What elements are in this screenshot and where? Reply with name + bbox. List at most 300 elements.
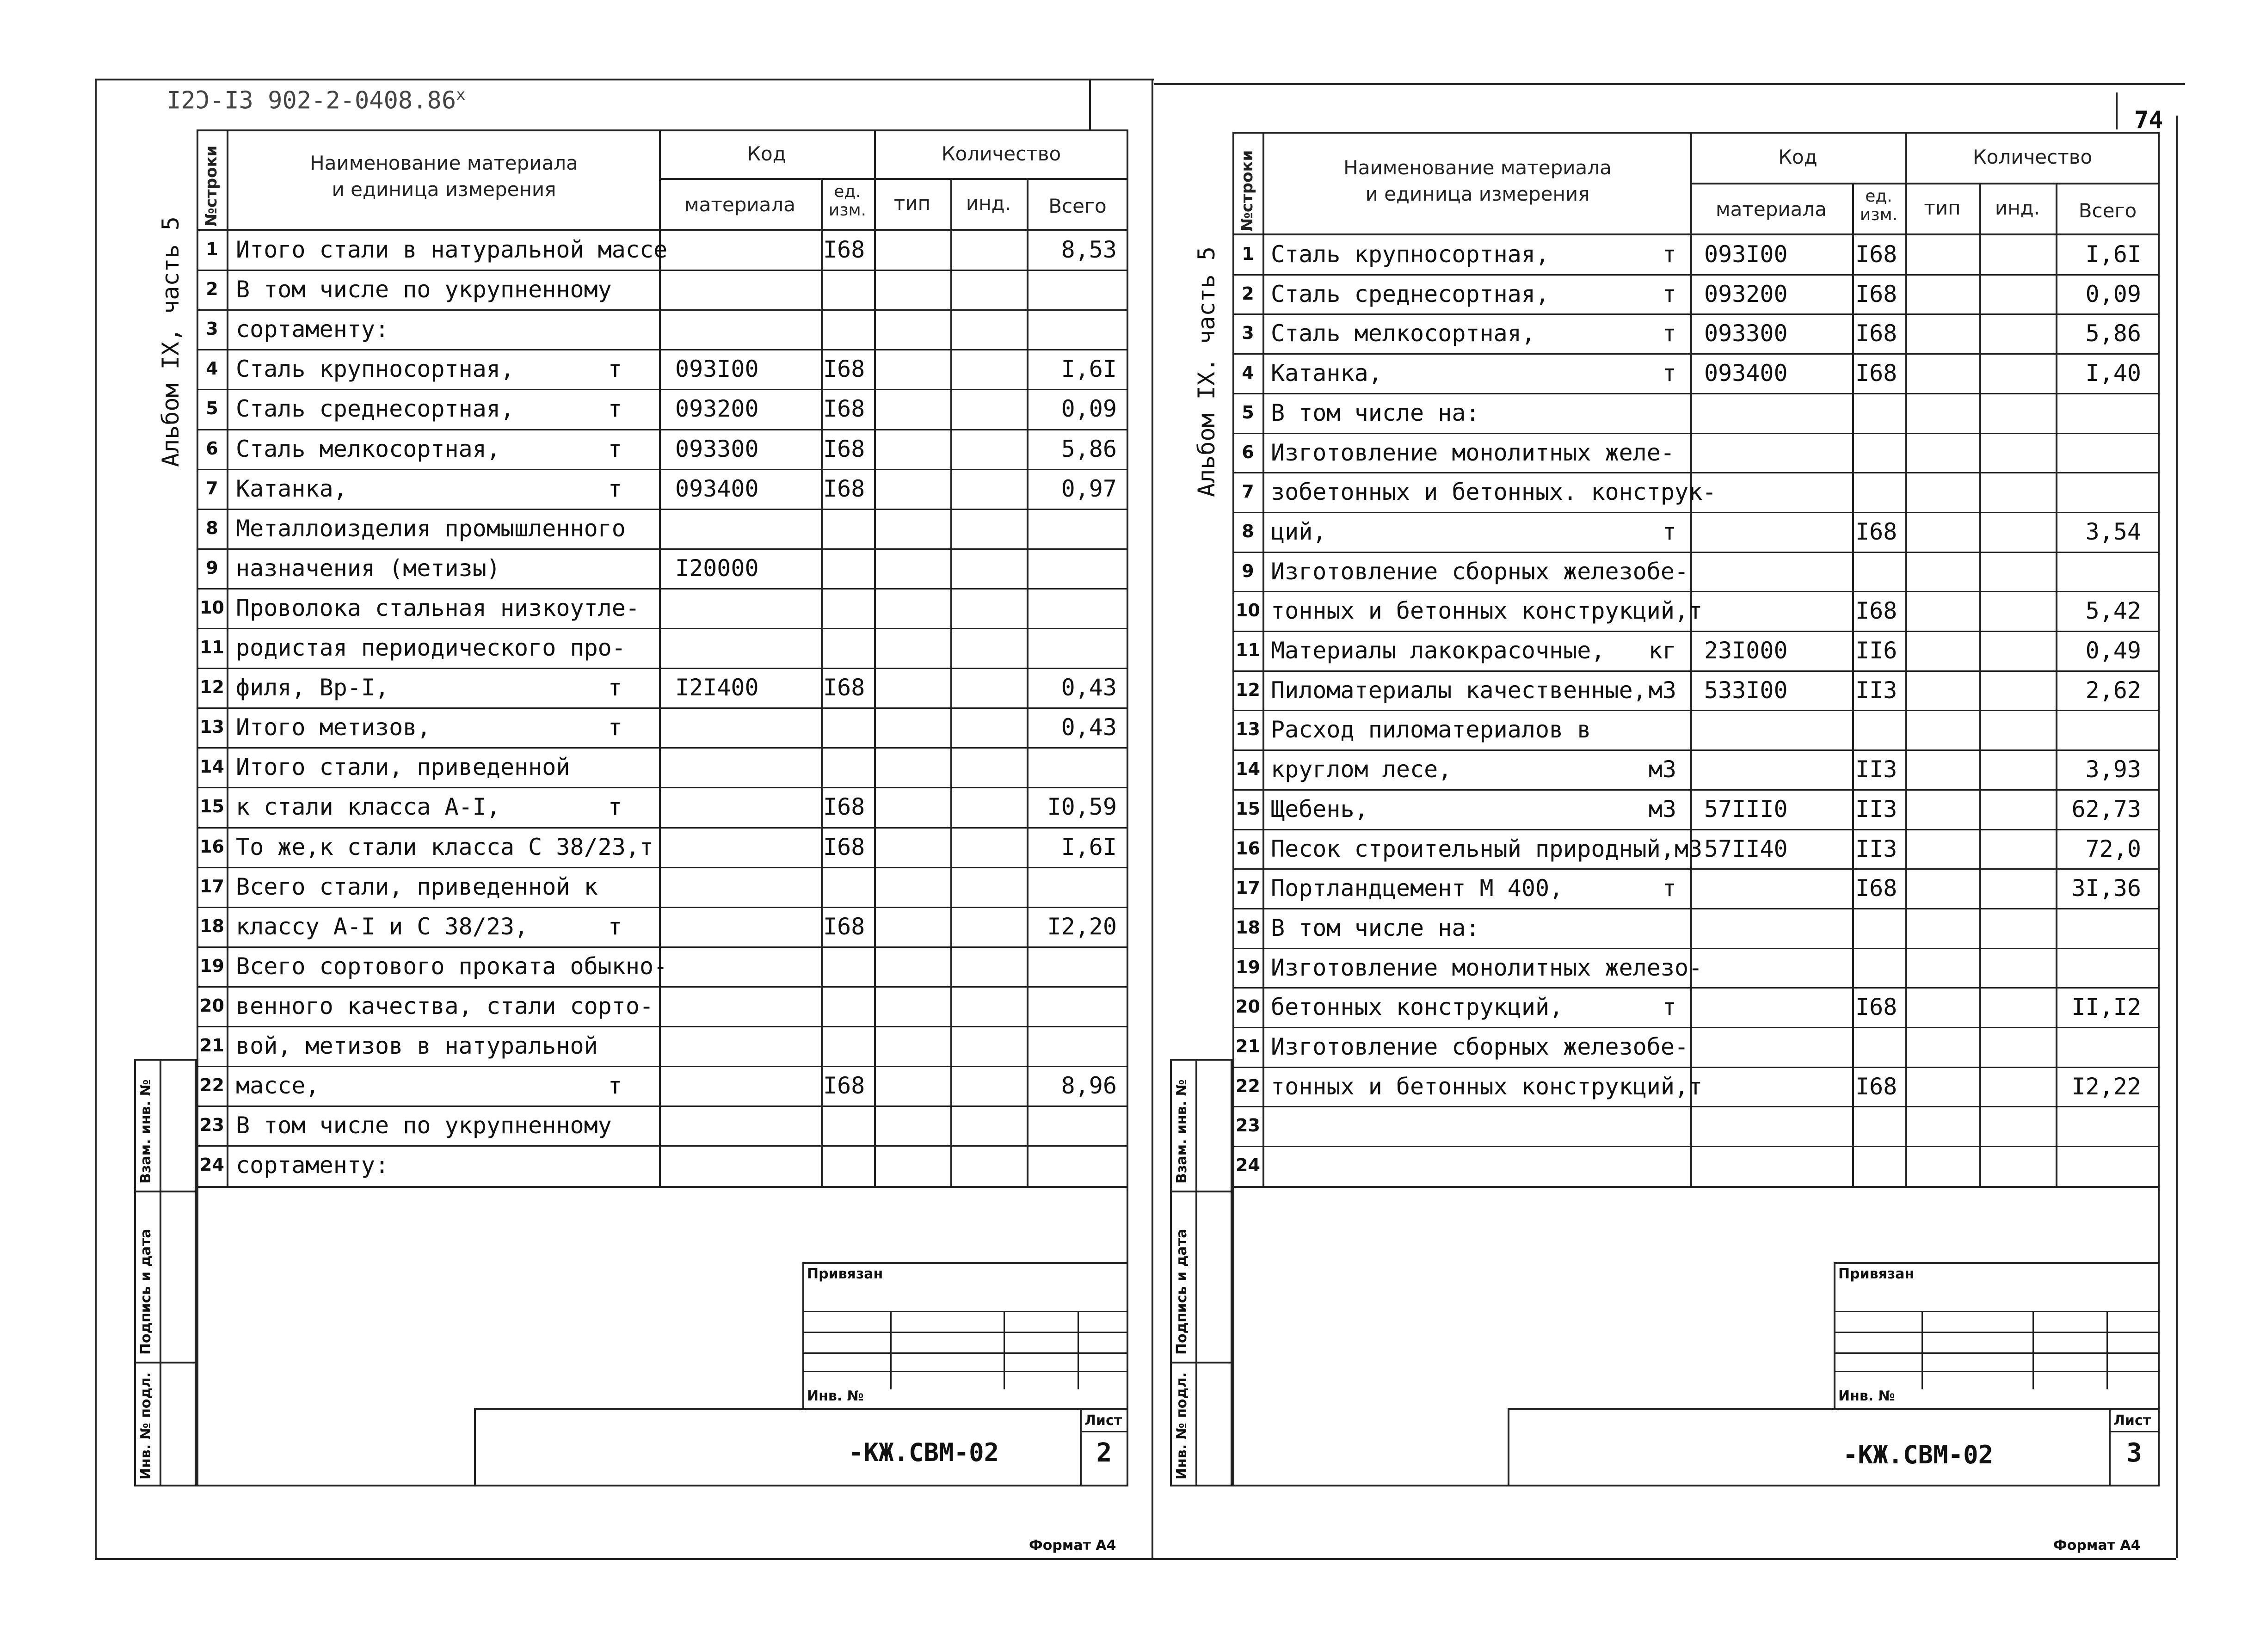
row-separator (197, 270, 1127, 271)
right-col-code (1852, 183, 1854, 1186)
total-quantity: I0,59 (1047, 793, 1117, 821)
right-stamp-g4 (1834, 1371, 2160, 1372)
material-name: Итого метизов, (236, 714, 431, 741)
left-stamp-g2 (802, 1332, 1128, 1333)
row-separator (1233, 1067, 2159, 1068)
unit-of-measure: м3 (1648, 676, 1676, 704)
row-number: 19 (200, 955, 224, 976)
unit-code: I68 (823, 913, 865, 940)
material-name: бетонных конструкций, (1271, 994, 1564, 1021)
material-code: 093400 (1704, 360, 1788, 387)
right-side-stamp-h1 (1170, 1191, 1232, 1192)
left-list-label: Лист (1084, 1412, 1122, 1429)
right-header-qty-total: Всего (2078, 199, 2137, 222)
row-separator (197, 707, 1127, 709)
row-number: 10 (1236, 600, 1260, 621)
left-side-stamp-h2 (134, 1362, 197, 1363)
left-inv-podl-label: Инв. № подл. (138, 1372, 154, 1480)
total-quantity: 5,42 (2085, 597, 2141, 625)
total-quantity: 62,73 (2071, 795, 2141, 823)
right-header-subline (1690, 183, 2160, 184)
unit-of-measure: т (608, 674, 622, 701)
unit-code: I68 (823, 833, 865, 860)
row-number: 24 (1236, 1155, 1260, 1176)
left-title-box-divider (1089, 79, 1091, 129)
material-name: тонных и бетонных конструкций,т (1271, 1073, 1703, 1100)
row-separator (197, 946, 1127, 948)
material-name: тонных и бетонных конструкций,т (1271, 597, 1703, 625)
right-stamp-g1 (1834, 1311, 2160, 1312)
material-name: Щебень, (1271, 795, 1368, 823)
material-name: вой, метизов в натуральной (236, 1032, 598, 1059)
document-reference (166, 86, 466, 114)
unit-of-measure: т (1662, 360, 1676, 387)
material-name: Катанка, (236, 475, 347, 502)
total-quantity: 3I,36 (2071, 875, 2141, 902)
unit-of-measure: т (608, 714, 622, 741)
row-number: 2 (206, 279, 218, 300)
right-col-ind (2056, 183, 2057, 1186)
right-vzam-label: Взам. инв. № (1174, 1079, 1190, 1184)
row-number: 3 (1242, 323, 1254, 344)
material-name: Сталь мелкосортная, (236, 435, 500, 462)
unit-code: I68 (1855, 994, 1897, 1021)
material-name: сортаменту: (236, 1152, 389, 1179)
row-separator (1233, 274, 2159, 276)
left-col-type (950, 178, 952, 1186)
left-header-qty-total: Всего (1048, 195, 1107, 217)
row-number: 14 (1236, 759, 1260, 780)
row-separator (197, 1105, 1127, 1107)
total-quantity: 8,53 (1061, 236, 1117, 263)
left-header-rowno: №строки (202, 145, 221, 227)
left-stamp-left (802, 1262, 804, 1410)
left-inv-no-label: Инв. № (807, 1388, 864, 1404)
material-code: 57III0 (1704, 795, 1788, 823)
left-sheet-box-left (1080, 1408, 1082, 1486)
row-separator (1233, 948, 2159, 949)
left-stamp-top (802, 1262, 1128, 1264)
row-number: 9 (206, 557, 218, 578)
right-side-stamp-h2 (1170, 1362, 1232, 1363)
row-separator (1233, 631, 2159, 632)
row-number: 12 (1236, 679, 1260, 700)
row-separator (197, 548, 1127, 550)
row-number: 8 (206, 517, 218, 538)
album-label-left: Альбом IX, часть 5 (157, 216, 184, 467)
row-number: 17 (1236, 878, 1260, 898)
material-name: филя, Вр-I, (236, 674, 389, 701)
unit-code: II3 (1855, 835, 1897, 862)
right-stamp-v1 (1921, 1311, 1923, 1389)
total-quantity: 5,86 (1061, 435, 1117, 462)
row-number: 6 (206, 438, 218, 459)
material-name: классу А-I и С 38/23, (236, 913, 529, 940)
unit-code: I68 (1855, 597, 1897, 625)
row-number: 11 (1236, 640, 1260, 660)
bottom-border (95, 1558, 2176, 1560)
left-header-bottom (197, 229, 1128, 231)
unit-of-measure: м3 (1648, 795, 1676, 823)
material-code: 093200 (675, 395, 759, 423)
unit-of-measure: т (1662, 320, 1676, 347)
row-number: 6 (1242, 442, 1254, 462)
row-separator (197, 429, 1127, 430)
material-name: Итого стали в натуральной массе (236, 236, 668, 263)
left-stamp-g4 (802, 1371, 1128, 1372)
left-header-code-unit: ед. изм. (828, 182, 867, 220)
row-separator (197, 668, 1127, 669)
material-code: 093300 (675, 435, 759, 462)
right-stamp-top (1834, 1262, 2160, 1264)
material-name: В том числе на: (1271, 399, 1480, 426)
row-separator (1233, 789, 2159, 791)
unit-code: I68 (823, 1072, 865, 1099)
row-number: 3 (206, 319, 218, 339)
row-separator (197, 986, 1127, 988)
unit-code: I68 (1855, 280, 1897, 307)
material-name: Изготовление монолитных железо- (1271, 954, 1703, 981)
row-number: 10 (200, 597, 224, 618)
material-name: родистая периодического про- (236, 634, 626, 661)
material-name: Сталь крупносортная, (1271, 241, 1550, 268)
right-header-qty-ind: инд. (1995, 197, 2040, 219)
row-separator (1233, 313, 2159, 315)
left-sheet-number: 2 (1096, 1438, 1112, 1468)
center-divider (1152, 79, 1153, 1558)
material-code: 093I00 (1704, 241, 1788, 268)
material-code: 093400 (675, 475, 759, 502)
row-separator (1233, 552, 2159, 553)
unit-code: II3 (1855, 756, 1897, 783)
row-separator (197, 1066, 1127, 1067)
unit-code: I68 (1855, 241, 1897, 268)
total-quantity: 0,09 (2085, 280, 2141, 307)
right-stamp-g2 (1834, 1332, 2160, 1333)
row-separator (197, 867, 1127, 868)
row-number: 21 (1236, 1036, 1260, 1056)
right-inv-no-label: Инв. № (1838, 1388, 1895, 1404)
right-header-rowno: №строки (1238, 150, 1256, 231)
unit-of-measure: т (1662, 518, 1676, 545)
row-separator (1233, 670, 2159, 672)
unit-code: I68 (823, 236, 865, 263)
material-name: Катанка, (1271, 360, 1382, 387)
unit-of-measure: т (608, 913, 622, 940)
unit-code: I68 (823, 475, 865, 502)
row-number: 7 (206, 478, 218, 498)
left-header-code-material: материала (684, 193, 795, 216)
corner-page-number: 74 (2134, 106, 2163, 134)
row-number: 7 (1242, 481, 1254, 502)
row-separator (197, 509, 1127, 510)
right-stamp-left (1834, 1262, 1835, 1410)
right-podpis-label: Подпись и дата (1174, 1228, 1190, 1355)
material-name: Изготовление сборных железобе- (1271, 558, 1689, 585)
unit-code: II6 (1855, 637, 1897, 664)
row-separator (197, 787, 1127, 788)
left-col-name (659, 129, 661, 1186)
left-header-subline (659, 178, 1128, 180)
left-col-ind (1027, 178, 1028, 1186)
row-separator (1233, 353, 2159, 355)
material-name: Расход пиломатериалов в (1271, 716, 1591, 743)
material-name: Материалы лакокрасочные, (1271, 637, 1605, 664)
left-header-name: Наименование материала и единица измерения (310, 152, 578, 201)
unit-code: I68 (1855, 1073, 1897, 1100)
left-col-unit (874, 129, 876, 1186)
unit-of-measure: т (1662, 875, 1676, 902)
document-reference-sup: x (456, 86, 466, 104)
material-name: Песок строительный природный,м3 (1271, 835, 1703, 862)
right-header-bottom (1232, 233, 2160, 235)
row-number: 5 (206, 398, 218, 419)
row-separator (1233, 868, 2159, 870)
right-header-qty-type: тип (1924, 197, 1961, 219)
material-code: I20000 (675, 554, 759, 582)
material-code: 23I000 (1704, 637, 1788, 664)
row-number: 20 (1236, 996, 1260, 1017)
right-col-type (1979, 183, 1981, 1186)
material-name: В том числе на: (1271, 914, 1480, 941)
unit-of-measure: т (608, 356, 622, 383)
material-name: Итого стали, приведенной (236, 754, 570, 781)
left-side-stamp-divider (160, 1059, 161, 1486)
total-quantity: 0,43 (1061, 714, 1117, 741)
row-separator (197, 349, 1127, 350)
unit-code: II3 (1855, 676, 1897, 704)
material-name: ций, (1271, 518, 1327, 545)
left-header-qty-type: тип (893, 192, 931, 215)
album-label-right: Альбом IX. часть 5 (1193, 246, 1220, 497)
row-separator (1233, 1106, 2159, 1107)
row-separator (197, 588, 1127, 590)
row-number: 20 (200, 995, 224, 1016)
right-header-code: Код (1778, 146, 1817, 168)
material-name: Проволока стальная низкоутле- (236, 594, 640, 621)
total-quantity: 2,62 (2085, 676, 2141, 704)
row-number: 15 (200, 796, 224, 817)
material-name: В том числе по укрупненному (236, 1112, 612, 1139)
row-separator (1233, 393, 2159, 394)
material-name: Металлоизделия промышленного (236, 515, 626, 542)
total-quantity: 3,93 (2085, 756, 2141, 783)
material-name: Сталь среднесортная, (1271, 280, 1550, 307)
row-number: 23 (1236, 1115, 1260, 1136)
row-number: 21 (200, 1035, 224, 1056)
row-number: 16 (1236, 838, 1260, 859)
right-edge-border (2176, 116, 2178, 1558)
right-titleblock-top (1508, 1408, 2160, 1410)
unit-code: I68 (823, 395, 865, 423)
total-quantity: 0,43 (1061, 674, 1117, 701)
left-titleblock-left (474, 1408, 476, 1486)
total-quantity: 0,49 (2085, 637, 2141, 664)
right-format-label: Формат А4 (2053, 1537, 2141, 1554)
row-number: 17 (200, 876, 224, 897)
right-header-name: Наименование материала и единица измерения (1343, 156, 1612, 205)
row-separator (1233, 710, 2159, 711)
total-quantity: I2,20 (1047, 913, 1117, 940)
unit-code: I68 (823, 435, 865, 462)
row-number: 13 (200, 717, 224, 737)
right-header-code-unit: ед. изм. (1860, 187, 1898, 224)
left-stamp-g1 (802, 1311, 1128, 1312)
unit-of-measure: т (1662, 241, 1676, 268)
row-number: 23 (200, 1115, 224, 1136)
row-number: 8 (1242, 521, 1254, 541)
total-quantity: 5,86 (2085, 320, 2141, 347)
total-quantity: 3,54 (2085, 518, 2141, 545)
right-stamp-g3 (1834, 1352, 2160, 1354)
total-quantity: I,40 (2085, 360, 2141, 387)
material-name: Сталь мелкосортная, (1271, 320, 1535, 347)
row-separator (1233, 829, 2159, 830)
material-name: зобетонных и бетонных. конструк- (1271, 479, 1717, 506)
right-sheet-box-split (2109, 1431, 2160, 1432)
right-stamp-v3 (2106, 1311, 2108, 1389)
row-number: 12 (200, 677, 224, 698)
right-inv-podl-label: Инв. № подл. (1174, 1372, 1190, 1480)
material-code: 093300 (1704, 320, 1788, 347)
material-name: В том числе по укрупненному (236, 276, 612, 303)
row-number: 18 (1236, 917, 1260, 938)
total-quantity: 8,96 (1061, 1072, 1117, 1099)
row-number: 14 (200, 756, 224, 777)
row-separator (1233, 472, 2159, 473)
row-number: 1 (1242, 244, 1254, 264)
row-number: 2 (1242, 283, 1254, 304)
row-number: 18 (200, 915, 224, 936)
right-privyazan-label: Привязан (1838, 1266, 1915, 1282)
row-number: 1 (206, 239, 218, 259)
material-name: То же,к стали класса С 38/23,т (236, 833, 654, 860)
row-separator (197, 1145, 1127, 1147)
row-separator (197, 389, 1127, 390)
top-border-right (1154, 83, 2185, 85)
material-code: 533I00 (1704, 676, 1788, 704)
left-stamp-g3 (802, 1352, 1128, 1354)
total-quantity: 72,0 (2085, 835, 2141, 862)
material-name: назначения (метизы) (236, 554, 500, 582)
left-titleblock-top (474, 1408, 1128, 1410)
row-separator (197, 907, 1127, 908)
left-col-code (821, 178, 823, 1186)
material-name: к стали класса А-I, (236, 793, 500, 821)
material-name: Изготовление сборных железобе- (1271, 1033, 1689, 1060)
row-separator (1233, 1146, 2159, 1147)
row-number: 5 (1242, 402, 1254, 423)
right-titleblock-left (1508, 1408, 1509, 1486)
row-number: 22 (1236, 1075, 1260, 1096)
total-quantity: I,6I (1061, 833, 1117, 860)
left-stamp-v2 (1004, 1311, 1005, 1389)
left-stamp-v3 (1078, 1311, 1079, 1389)
row-number: 19 (1236, 957, 1260, 977)
row-separator (197, 469, 1127, 470)
right-sheet-box-left (2109, 1408, 2111, 1486)
material-name: Пиломатериалы качественные, (1271, 676, 1647, 704)
left-table-bottom (197, 1186, 1128, 1188)
total-quantity: 0,09 (1061, 395, 1117, 423)
material-name: Всего стали, приведенной к (236, 873, 598, 900)
corner-tick (2116, 92, 2118, 129)
unit-of-measure: т (608, 475, 622, 502)
total-quantity: I2,22 (2071, 1073, 2141, 1100)
material-code: 57II40 (1704, 835, 1788, 862)
total-quantity: I,6I (2085, 241, 2141, 268)
unit-code: I68 (823, 793, 865, 821)
row-separator (1233, 512, 2159, 513)
left-doc-code: -КЖ.СВМ-02 (849, 1438, 999, 1467)
left-header-code: Код (747, 142, 786, 165)
row-number: 4 (206, 358, 218, 379)
material-name: венного качества, стали сорто- (236, 992, 654, 1019)
left-podpis-label: Подпись и дата (138, 1228, 154, 1355)
left-col-rowno (227, 129, 228, 1186)
right-side-stamp-divider (1195, 1059, 1197, 1486)
row-separator (1233, 433, 2159, 434)
row-number: 9 (1242, 560, 1254, 581)
row-number: 15 (1236, 798, 1260, 819)
material-code: I2I400 (675, 674, 759, 701)
row-separator (197, 309, 1127, 311)
material-name: Всего сортового проката обыкно- (236, 952, 668, 980)
row-number: 11 (200, 637, 224, 657)
document-reference-text: I2Ͻ-I3 902-2-0408.86 (166, 86, 456, 115)
total-quantity: I,6I (1061, 356, 1117, 383)
unit-code: I68 (823, 674, 865, 701)
row-separator (1233, 749, 2159, 751)
row-separator (197, 628, 1127, 629)
unit-of-measure: т (608, 1072, 622, 1099)
unit-code: I68 (1855, 360, 1897, 387)
left-format-label: Формат А4 (1029, 1537, 1116, 1554)
right-header-qty: Количество (1972, 146, 2093, 168)
material-code: 093I00 (675, 356, 759, 383)
material-name: массе, (236, 1072, 320, 1099)
right-sheet-number: 3 (2126, 1438, 2142, 1468)
unit-code: I68 (1855, 518, 1897, 545)
row-separator (1233, 1027, 2159, 1028)
unit-of-measure: т (1662, 280, 1676, 307)
material-name: Сталь среднесортная, (236, 395, 515, 423)
row-number: 22 (200, 1075, 224, 1096)
total-quantity: 0,97 (1061, 475, 1117, 502)
unit-code: I68 (1855, 875, 1897, 902)
row-separator (1233, 591, 2159, 592)
row-separator (1233, 987, 2159, 989)
row-number: 16 (200, 836, 224, 857)
row-separator (197, 827, 1127, 829)
material-name: Изготовление монолитных желе- (1271, 439, 1675, 466)
material-name: Портландцемент М 400, (1271, 875, 1564, 902)
material-name: Сталь крупносортная, (236, 356, 515, 383)
unit-of-measure: кг (1648, 637, 1676, 664)
left-vzam-label: Взам. инв. № (138, 1079, 154, 1184)
row-separator (1233, 908, 2159, 909)
unit-of-measure: т (1662, 994, 1676, 1021)
unit-of-measure: т (608, 793, 622, 821)
right-header-code-material: материала (1715, 198, 1827, 221)
outer-left-border (95, 79, 97, 1558)
unit-of-measure: м3 (1648, 756, 1676, 783)
row-number: 4 (1242, 362, 1254, 383)
row-separator (197, 747, 1127, 749)
right-doc-code: -КЖ.СВМ-02 (1843, 1440, 1994, 1469)
right-list-label: Лист (2113, 1412, 2151, 1429)
row-number: 13 (1236, 719, 1260, 740)
